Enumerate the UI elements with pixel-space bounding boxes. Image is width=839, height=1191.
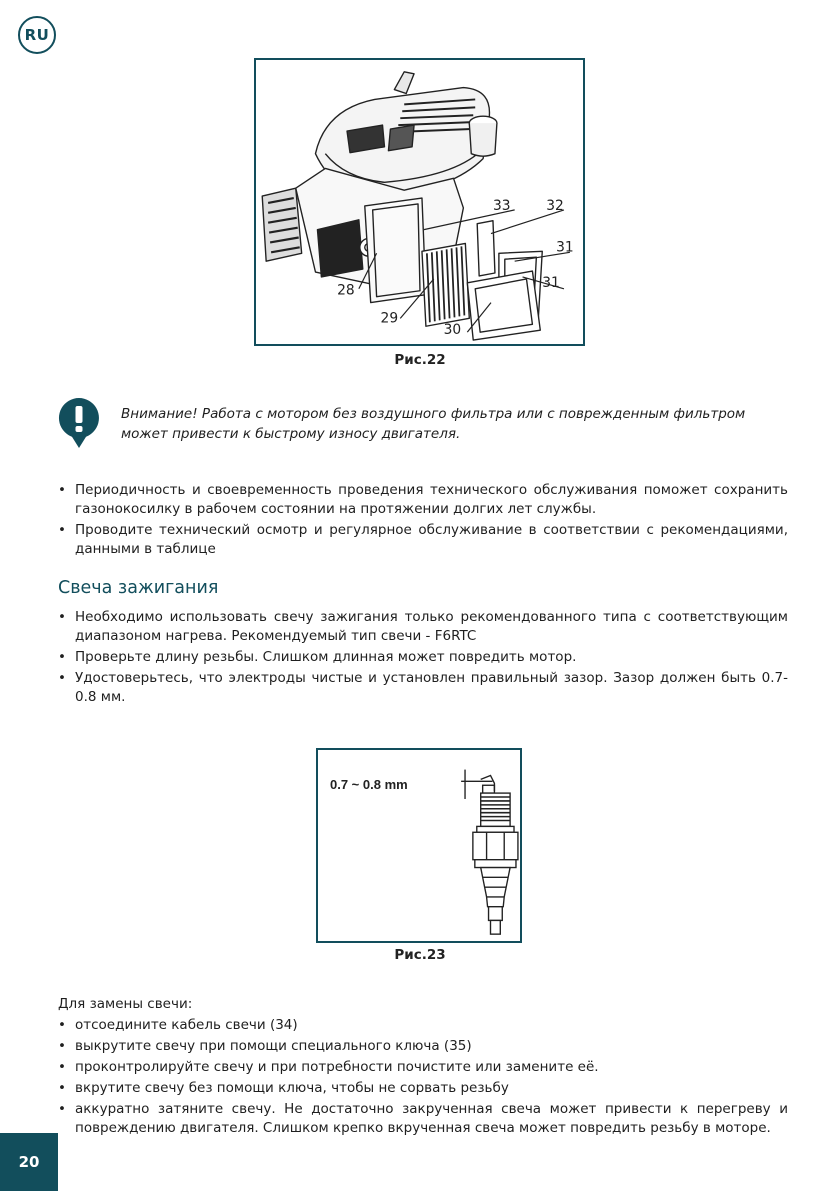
gap-label: 0.7 ~ 0.8 mm (330, 777, 408, 792)
callout-29: 29 (380, 310, 399, 327)
figure-23-caption: Рис.23 (394, 947, 446, 963)
replace-intro: Для замены свечи: (58, 996, 193, 1012)
callout-28: 28 (337, 282, 355, 299)
maintenance-list (58, 481, 788, 561)
list-item: • Проверьте длину резьбы. Слишком длинная может повредить мотор. (58, 648, 788, 667)
list-item: • Необходимо использовать свечу зажигания только рекомендованного типа с соответствующим диапазоном нагрева. Рекомендуемый тип свечи - F6RTC (58, 608, 788, 646)
page-number: 20 (0, 1133, 58, 1191)
section-title-spark-plug: Свеча зажигания (58, 578, 219, 598)
engine-illustration (256, 60, 583, 344)
language-badge: RU (18, 16, 56, 54)
list-item: • аккуратно затяните свечу. Не достаточно закрученная свеча может привести к перегреву и повреждению двигателя. Слишком крепко вкрученная свеча может повредить резьбу в моторе. (58, 1100, 788, 1138)
replace-steps-list (58, 1016, 788, 1140)
list-item: • вкрутите свечу без помощи ключа, чтобы не сорвать резьбу (58, 1079, 788, 1098)
spark-plug-list (58, 608, 788, 709)
list-item: • Удостоверьтесь, что электроды чистые и установлен правильный зазор. Зазор должен быть 0.7-0.8 мм. (58, 669, 788, 707)
figure-22-caption: Рис.22 (394, 352, 446, 368)
warning-text: Внимание! Работа с мотором без воздушного фильтра или с поврежденным фильтром может привести к быстрому износу двигателя. (121, 406, 746, 442)
callout-32: 32 (546, 197, 564, 214)
callout-30: 30 (443, 322, 462, 339)
list-item: • выкрутите свечу при помощи специального ключа (35) (58, 1037, 788, 1056)
callout-31-top: 31 (556, 239, 574, 256)
figure-23-spark-plug (316, 748, 522, 943)
callout-31-bottom: 31 (542, 274, 560, 291)
list-item: • Периодичность и своевременность проведения технического обслуживания поможет сохранить газонокосилку в рабочем состоянии на протяжении долгих лет службы. (58, 481, 788, 519)
list-item: • отсоедините кабель свечи (34) (58, 1016, 788, 1035)
figure-22-engine-air-filter (254, 58, 585, 346)
callout-33: 33 (492, 197, 511, 214)
list-item: • Проводите технический осмотр и регулярное обслуживание в соответствии с рекомендациями, данными в таблице (58, 521, 788, 559)
warning-icon (57, 396, 101, 450)
list-item: • проконтролируйте свечу и при потребности почистите или замените её. (58, 1058, 788, 1077)
